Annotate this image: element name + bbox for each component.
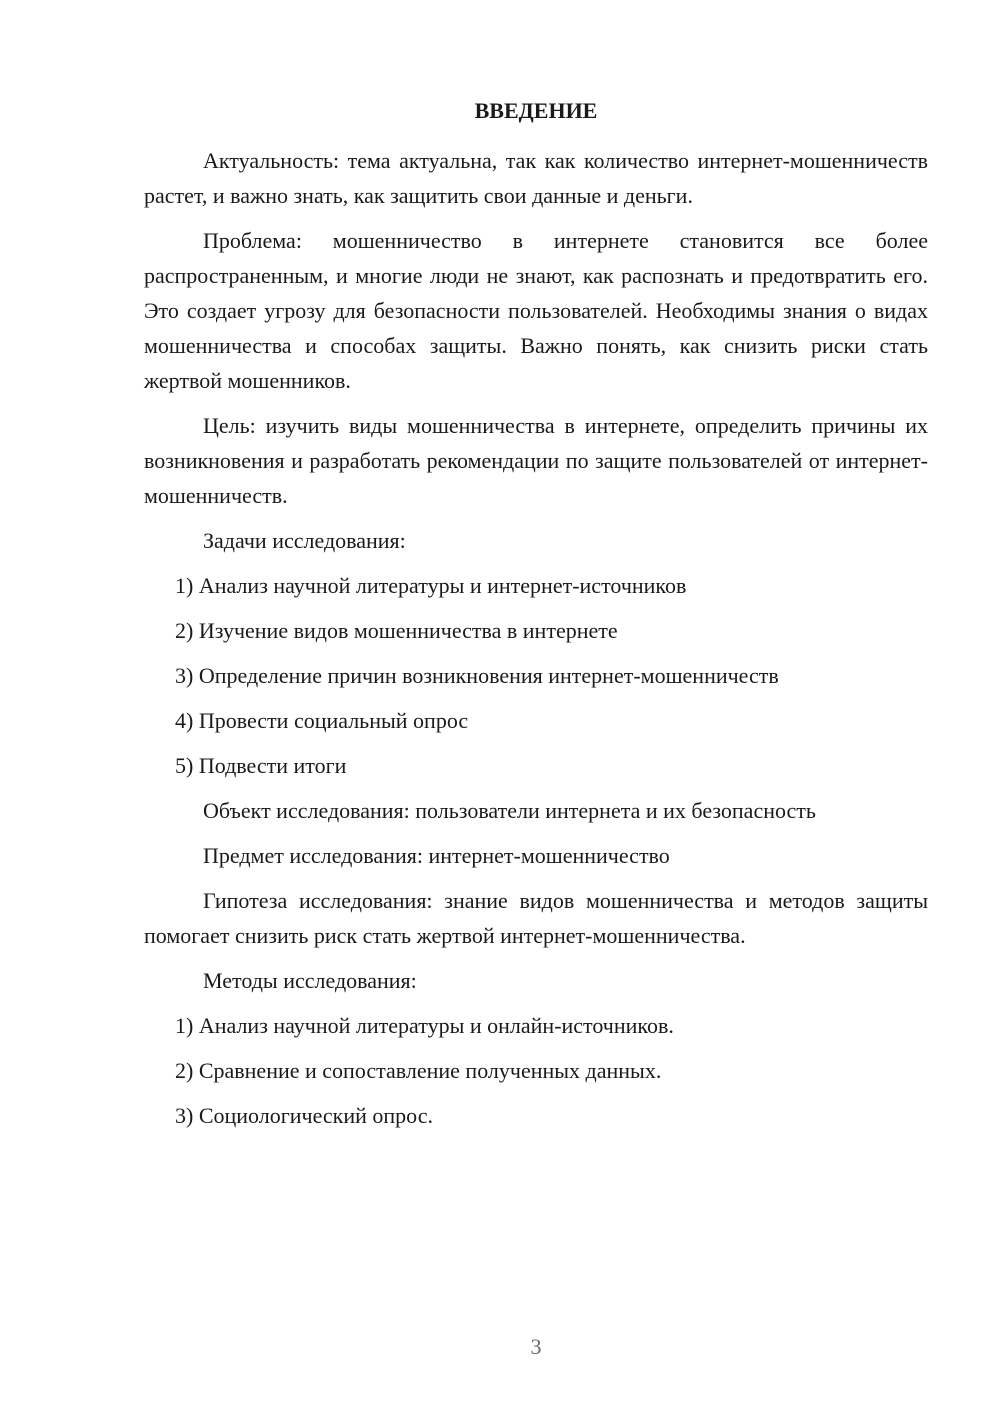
method-item: 1) Анализ научной литературы и онлайн-источников. — [175, 1013, 674, 1038]
hypothesis-paragraph: Гипотеза исследования: знание видов мошенничества и методов защиты помогает снизить риск стать жертвой интернет-мошенничества. — [144, 888, 928, 948]
page-number: 3 — [530, 1334, 542, 1359]
task-item: 5) Подвести итоги — [175, 753, 347, 778]
task-item: 1) Анализ научной литературы и интернет-источников — [175, 573, 687, 598]
goal-paragraph: Цель: изучить виды мошенничества в интернете, определить причины их возникновения и разработать рекомендации по защите пользователей от интернет-мошенничеств. — [144, 413, 928, 508]
tasks-heading: Задачи исследования: — [203, 528, 406, 553]
document-body — [144, 143, 928, 1143]
problem-paragraph: Проблема: мошенничество в интернете становится все более распространенным, и многие люди не знают, как распознать и предотвратить его. Это создает угрозу для безопасности пользователей. Необходимы знания о видах мошенничества и способах защиты. Важно понять, как снизить риски стать жертвой мошенников. — [144, 228, 928, 393]
method-item: 2) Сравнение и сопоставление полученных данных. — [175, 1058, 662, 1083]
page-title: ВВЕДЕНИЕ — [474, 98, 598, 123]
task-item: 3) Определение причин возникновения интернет-мошенничеств — [175, 663, 779, 688]
subject-line: Предмет исследования: интернет-мошенничество — [203, 843, 670, 868]
task-item: 2) Изучение видов мошенничества в интернете — [175, 618, 618, 643]
task-item: 4) Провести социальный опрос — [175, 708, 469, 733]
object-line: Объект исследования: пользователи интернета и их безопасность — [203, 798, 816, 823]
methods-heading: Методы исследования: — [203, 968, 417, 993]
relevance-paragraph: Актуальность: тема актуальна, так как количество интернет-мошенничеств растет, и важно знать, как защитить свои данные и деньги. — [144, 148, 928, 208]
method-item: 3) Социологический опрос. — [175, 1103, 433, 1128]
